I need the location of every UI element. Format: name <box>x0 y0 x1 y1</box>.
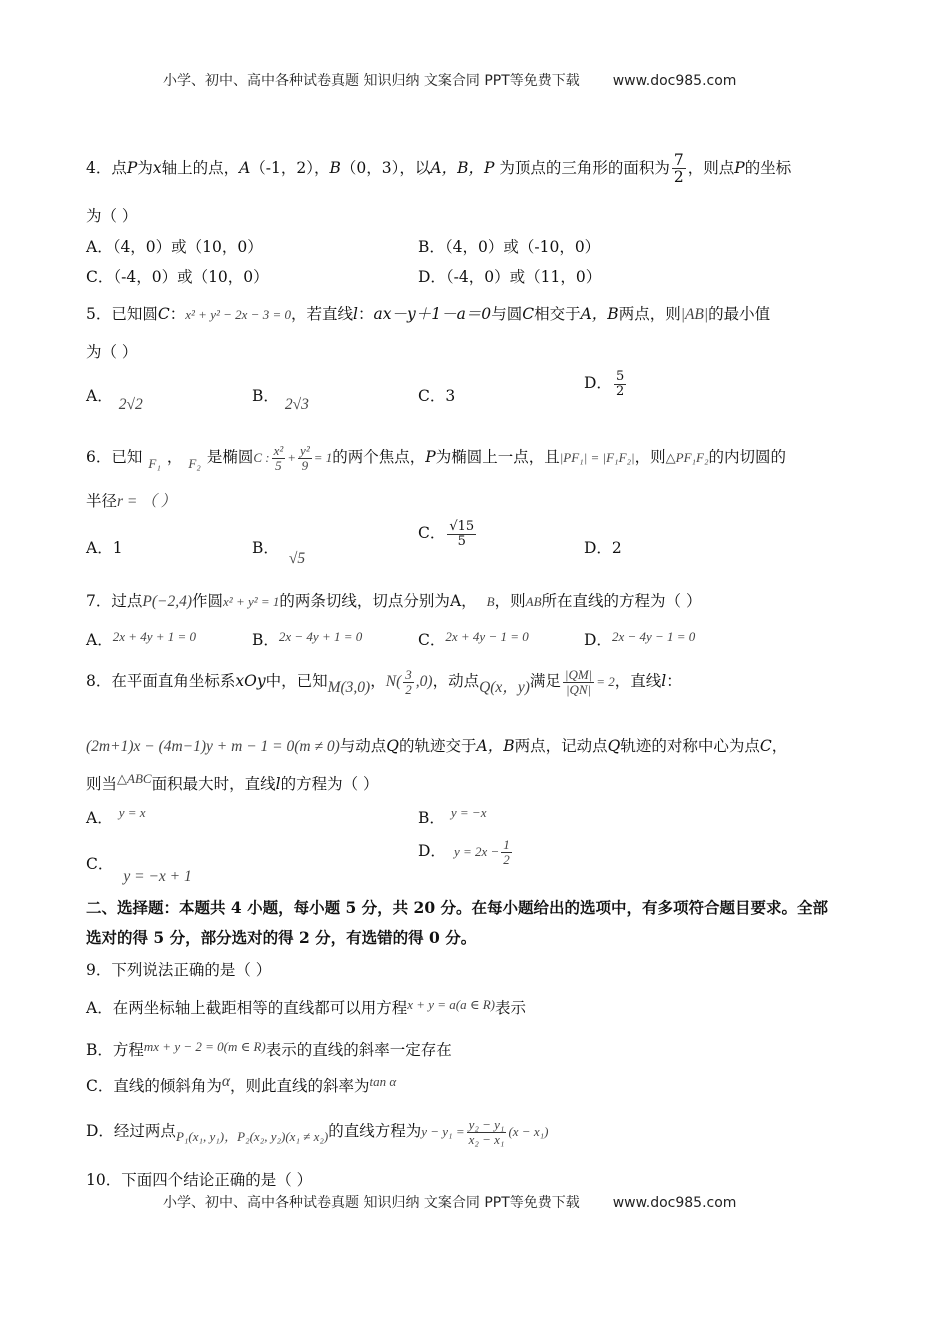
option-value: y = −x <box>450 805 487 820</box>
q8-text: 中，已知 <box>265 672 328 691</box>
frac-den: 5 <box>275 457 282 473</box>
fraction-3-2 <box>403 668 414 696</box>
slope-fraction <box>467 1118 507 1146</box>
q5-text: 5．已知圆 <box>86 305 158 323</box>
page-footer <box>163 1192 736 1212</box>
point-q: Q(x，y) <box>479 679 530 697</box>
q5-option-b[interactable] <box>252 384 309 413</box>
comma: ， <box>461 592 477 610</box>
option-label: B． <box>418 809 445 827</box>
frac-num: 5 <box>615 369 625 384</box>
q4-text: （-1，2）， <box>250 158 330 177</box>
q6-option-a[interactable]: A．1 <box>86 539 123 557</box>
q8-text: 则当 <box>86 775 118 793</box>
point-a: A <box>449 592 462 610</box>
frac-num: y₂ − y₁ <box>468 1117 505 1132</box>
q4-text: ，则点 <box>687 158 735 177</box>
point-n: N( $\frac{3}{2}$ ,0) <box>385 667 433 698</box>
condition: |PF₁| = |F₁F₂| <box>559 450 635 466</box>
q6-text: ，则 <box>634 448 666 467</box>
ellipse-frac-x <box>272 444 286 472</box>
frac-num: y² <box>300 443 310 458</box>
var-p: P <box>425 448 436 467</box>
q4-text: 为 <box>137 158 153 177</box>
q4-text: 为顶点的三角形的面积为 <box>499 158 670 177</box>
q4-stem <box>86 152 791 186</box>
q6-text: 的内切圆的 <box>708 448 786 467</box>
coord-system: xOy <box>235 672 266 691</box>
segment-ab: AB <box>525 594 542 609</box>
option-value: y = −x + 1 <box>123 868 192 885</box>
q6-text: 的两个焦点， <box>332 448 426 467</box>
line-equation: ax－y＋1－a＝0 <box>373 305 492 323</box>
fraction-1-2 <box>501 838 512 866</box>
abs-ab: |AB| <box>680 306 709 323</box>
point-p: P(−2,4) <box>142 593 193 610</box>
option-text: A．在两坐标轴上截距相等的直线都可以用方程 <box>86 999 408 1017</box>
point-n-y: ,0 <box>415 673 428 691</box>
q5-option-d[interactable] <box>584 370 628 398</box>
frac-num: |QM| <box>564 667 593 682</box>
var-x: x <box>152 158 162 177</box>
point-m: M(3,0) <box>327 679 371 697</box>
page-header <box>163 70 736 90</box>
q9-option-c[interactable] <box>86 1074 396 1096</box>
option-text: C．直线的倾斜角为 <box>86 1077 222 1095</box>
var-c: C <box>759 737 772 755</box>
q5-text: 两点，则 <box>618 305 681 323</box>
option-value: y = 2x − <box>453 844 500 860</box>
q8-text: 8．在平面直角坐标系 <box>86 672 236 691</box>
q5-stem: 5．已知圆C：x² + y² − 2x − 3 = 0，若直线l：ax－y＋1－a＝0与圆C相交于A，B两点，则|AB|的最小值 <box>86 305 771 323</box>
q10-stem: 10．下面四个结论正确的是（ ） <box>86 1171 313 1189</box>
ratio-value: = 2 <box>596 674 615 690</box>
var-b: B <box>329 158 341 177</box>
q8-stem: 8．在平面直角坐标系xOy中，已知M(3,0)，N( $\frac{3}{2}$ ,0)，动点Q(x，y)满足 $\frac{|QM|}{|QN|}$ = 2，直线l： <box>86 667 682 698</box>
frac-den: 9 <box>301 457 309 473</box>
frac-num: 7 <box>673 151 684 169</box>
var-c: C <box>522 305 535 323</box>
line-equation: (2m+1)x − (4m−1)y + m − 1 = 0(m ≠ 0) <box>86 738 340 755</box>
q8-text: 面积最大时，直线 <box>151 775 276 793</box>
q4-option-a[interactable]: A．（4，0）或（10，0） <box>86 238 263 256</box>
q8-stem-line2: (2m+1)x − (4m−1)y + m − 1 = 0(m ≠ 0)与动点Q的轨迹交于A，B两点，记动点Q轨迹的对称中心为点C， <box>86 737 788 755</box>
option-label: C． <box>86 855 114 873</box>
var-q: Q <box>386 737 400 755</box>
q7-text: 作圆 <box>192 592 224 610</box>
q6-text: 为椭圆上一点，且 <box>435 448 560 467</box>
header-text: 小学、初中、高中各种试卷真题 知识归纳 文案合同 PPT等免费下载 <box>163 73 580 89</box>
option-label: A． <box>86 631 113 649</box>
ratio-qm-qn <box>563 668 594 696</box>
q8-text: 满足 <box>529 672 561 691</box>
option-label: B． <box>252 387 279 405</box>
q4-text: （0，3），以 <box>340 158 431 177</box>
var-l: l <box>661 672 667 691</box>
q8-option-b[interactable] <box>418 806 486 828</box>
q5-text: 的最小值 <box>708 305 771 323</box>
point-b: B <box>486 594 495 609</box>
q5-stem-line2: 为（ ） <box>86 343 138 361</box>
point-p1: P₁(x₁, y₁) <box>175 1129 225 1145</box>
q6-text: 是椭圆 <box>206 448 254 467</box>
var-p: P <box>734 158 745 177</box>
frac-den: 2 <box>673 168 684 187</box>
option-value: 2√2 <box>118 396 143 413</box>
q7-option-d[interactable] <box>584 628 695 650</box>
frac-den: 5 <box>457 533 466 549</box>
plus-sign: + <box>287 450 297 466</box>
q5-text: ，若直线 <box>290 305 353 323</box>
q7-stem <box>86 589 701 611</box>
q4-text: 轴上的点， <box>161 158 240 177</box>
option-value: 2x − 4y + 1 = 0 <box>278 629 363 644</box>
q7-option-c[interactable] <box>418 628 529 650</box>
q8-stem-line3 <box>86 772 379 794</box>
q7-text: ，则 <box>494 592 526 610</box>
option-value: 2x − 4y − 1 = 0 <box>611 629 696 644</box>
option-label: C． <box>418 524 446 543</box>
q7-option-b[interactable] <box>252 628 362 650</box>
equals-one: = 1 <box>313 450 333 466</box>
frac-num: 3 <box>405 667 412 683</box>
equation-rhs: (x − x₁) <box>508 1124 549 1140</box>
var-c: C <box>157 305 170 323</box>
point-n-label: N <box>385 673 397 691</box>
var-p: P <box>126 158 138 177</box>
circle-equation: x² + y² − 2x − 3 = 0 <box>185 307 291 322</box>
option-text: 表示的直线的斜率一定存在 <box>265 1041 452 1059</box>
frac-num: 1 <box>503 837 510 852</box>
frac-den: x₂ − x₁ <box>468 1131 505 1147</box>
var-l: l <box>275 775 281 793</box>
q4-stem-line2: 为（ ） <box>86 207 138 225</box>
option-label: A． <box>86 387 113 405</box>
option-value: 2x + 4y + 1 = 0 <box>112 629 197 644</box>
q8-text: 轨迹的对称中心为点 <box>620 737 760 755</box>
q5-text: 相交于 <box>534 305 581 323</box>
option-text: ，则此直线的斜率为 <box>230 1077 370 1095</box>
footer-text: 小学、初中、高中各种试卷真题 知识归纳 文案合同 PPT等免费下载 <box>163 1195 580 1211</box>
option-label: B． <box>252 631 279 649</box>
equation-lhs: y − y₁ = <box>421 1124 465 1140</box>
option-value: √5 <box>288 550 306 567</box>
option-equation: x + y = a(a ∈ R) <box>407 997 496 1012</box>
q7-text: 的两条切线，切点分别为 <box>279 592 450 610</box>
ellipse-equation: C : <box>253 450 270 466</box>
circle-equation: x² + y² = 1 <box>223 594 280 609</box>
q6-option-d[interactable]: D．2 <box>584 539 622 557</box>
q4-text: 4．点 <box>86 158 127 177</box>
q6-stem: 6．已知 $_{F_1}$ ， $_{F_2}$ 是椭圆C : $\frac{\text{x²}}{5}$ + $\frac{\text{y²}}{9}$ = 1的两个焦点，P为椭圆上一点，且|PF₁| = |F₁F₂|，则△PF₁F₂的内切圆的 <box>86 443 786 473</box>
option-value: 2√3 <box>284 396 309 413</box>
q8-text: 与动点 <box>339 737 387 755</box>
frac-den: 2 <box>615 383 625 399</box>
section-2-heading: 二、选择题：本题共 4 小题，每小题 5 分，共 20 分。在每小题给出的选项中，有多项符合题目要求。全部 <box>86 898 829 917</box>
ellipse-frac-y <box>298 444 312 472</box>
q4-option-b[interactable]: B．（4，0）或（-10，0） <box>418 238 601 256</box>
option-value: y = x <box>118 805 146 820</box>
var-l: l <box>352 305 358 323</box>
option-label: A． <box>86 809 113 827</box>
var-ab: A，B <box>580 305 619 323</box>
point-p2: ，P₂(x₂, y₂)(x₁ ≠ x₂) <box>224 1129 329 1145</box>
var-q: Q <box>607 737 621 755</box>
option-text: 表示 <box>495 999 527 1017</box>
q8-option-d[interactable] <box>418 838 514 866</box>
fraction-sqrt15-5 <box>447 520 476 548</box>
option-text: 的直线方程为 <box>328 1122 422 1141</box>
option-label: D． <box>418 842 446 861</box>
q9-option-b[interactable] <box>86 1038 452 1060</box>
triangle-abc: △ABC <box>117 771 152 786</box>
q9-option-d[interactable] <box>86 1118 548 1146</box>
q8-text: 的轨迹交于 <box>399 737 477 755</box>
q6-stem-line2 <box>86 489 176 511</box>
q5-option-a[interactable] <box>86 384 143 413</box>
q7-option-a[interactable] <box>86 628 196 650</box>
q8-text: 两点，记动点 <box>514 737 608 755</box>
q9-stem: 9．下列说法正确的是（ ） <box>86 961 272 979</box>
option-label: D． <box>584 374 612 393</box>
option-label: C． <box>418 631 446 649</box>
q8-text: ，动点 <box>432 672 480 691</box>
q8-text: ，直线 <box>614 672 662 691</box>
q7-text: 7．过点 <box>86 592 143 610</box>
fraction-5-2 <box>614 370 626 398</box>
var-abp: A，B，P <box>430 158 500 177</box>
q6-option-c[interactable] <box>418 520 478 548</box>
frac-num: x² <box>273 443 284 458</box>
option-text: B．方程 <box>86 1041 144 1059</box>
q8-option-c[interactable] <box>86 852 192 885</box>
frac-den: |QN| <box>565 681 592 697</box>
option-label: B． <box>252 539 279 557</box>
q6-radius: r = （ ） <box>117 493 177 510</box>
section-2-heading-line2: 选对的得 5 分，部分选对的得 2 分，有选错的得 0 分。 <box>86 928 477 947</box>
footer-site: www.doc985.com <box>612 1195 737 1211</box>
frac-num: √15 <box>449 519 475 534</box>
q5-text: 与圆 <box>491 305 523 323</box>
q6-option-b[interactable] <box>252 536 306 567</box>
focus-f1: F₁ <box>148 456 161 472</box>
option-value: 2x + 4y − 1 = 0 <box>445 629 529 644</box>
q9-option-a[interactable] <box>86 996 526 1018</box>
q4-text: 的坐标 <box>744 158 792 177</box>
focus-f2: F₂ <box>188 456 201 472</box>
frac-den: 2 <box>405 682 412 698</box>
q6-text: 半径 <box>86 492 118 510</box>
q5-option-c[interactable]: C．3 <box>418 387 456 405</box>
q8-option-a[interactable] <box>86 806 146 828</box>
tan-alpha: tan α <box>369 1074 397 1089</box>
option-equation: mx + y − 2 = 0(m ∈ R) <box>143 1039 266 1054</box>
var-a: A <box>239 158 251 177</box>
fraction-7-2 <box>672 152 686 186</box>
option-text: D．经过两点 <box>86 1122 176 1141</box>
option-label: D． <box>584 631 612 649</box>
q6-text: 6．已知 <box>86 448 143 467</box>
header-site: www.doc985.com <box>612 73 737 89</box>
frac-den: 2 <box>503 851 510 867</box>
q7-text: 所在直线的方程为（ ） <box>541 592 702 610</box>
alpha: α <box>221 1073 231 1090</box>
q4-option-d[interactable]: D．（-4，0）或（11，0） <box>418 268 602 286</box>
var-ab: A，B <box>476 737 515 755</box>
q8-text: 的方程为（ ） <box>280 775 379 793</box>
q4-option-c[interactable]: C．（-4，0）或（10，0） <box>86 268 269 286</box>
triangle: △PF₁F₂ <box>665 450 709 466</box>
